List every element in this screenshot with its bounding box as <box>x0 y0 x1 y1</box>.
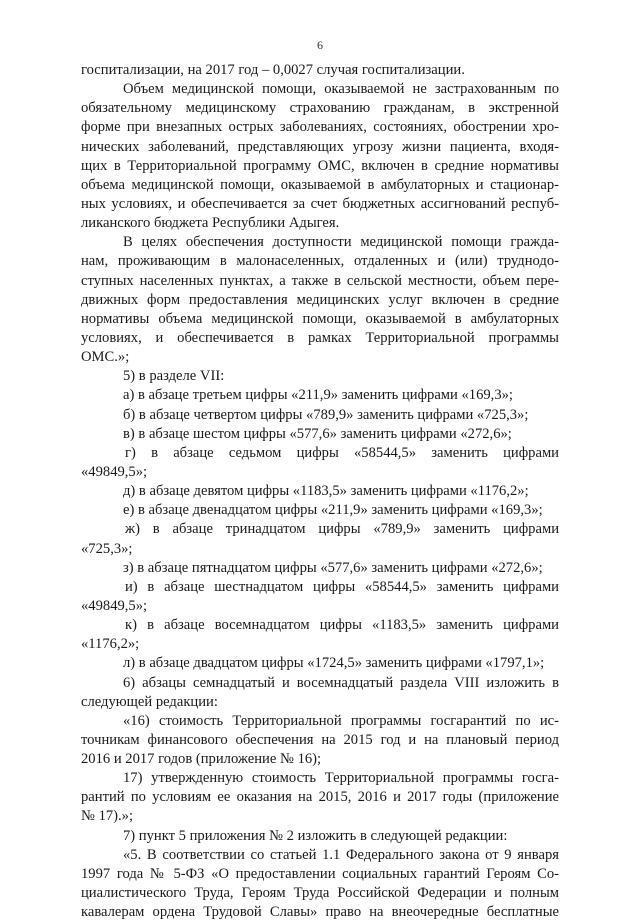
text-line: движных форм предоставления медицинских услуг включен в средние <box>81 291 559 308</box>
text-line: Объем медицинской помощи, оказываемой не застрахованным по <box>123 81 559 98</box>
text-line: щих в Территориальной программу ОМС, включен в средние нормативы <box>81 157 559 174</box>
text-line: 17) утвержденную стоимость Территориальной программы госга- <box>123 770 559 787</box>
text-line: ж) в абзаце тринадцатом цифры «789,9» заменить цифрами <box>125 521 559 538</box>
text-line: форме при внезапных острых заболеваниях, состояниях, обострении хро- <box>81 119 559 136</box>
text-line: ОМС.»; <box>81 349 130 366</box>
text-line: В целях обеспечения доступности медицинской помощи гражда- <box>123 234 559 251</box>
text-line: «49849,5»; <box>81 463 148 480</box>
text-line: д) в абзаце девятом цифры «1183,5» заменить цифрами «1176,2»; <box>123 483 529 500</box>
text-line: «5. В соответствии со статьей 1.1 Федерального закона от 9 января <box>123 846 559 863</box>
text-line: ликанского бюджета Республики Адыгея. <box>81 215 340 232</box>
text-line: № 17).»; <box>81 808 134 825</box>
text-line: б) в абзаце четвертом цифры «789,9» заменить цифрами «725,3»; <box>123 406 529 423</box>
text-line: ступных населенных пунктах, а также в сельской местности, объем пере- <box>81 272 559 289</box>
text-line: в) в абзаце шестом цифры «577,6» заменить цифрами «272,6»; <box>123 425 512 442</box>
text-line: «16) стоимость Территориальной программы госгарантий по ис- <box>123 712 559 729</box>
text-line: е) в абзаце двенадцатом цифры «211,9» заменить цифрами «169,3»; <box>123 502 543 519</box>
text-line: нических заболеваний, представляющих угрозу жизни пациента, входя- <box>81 138 559 155</box>
text-line: к) в абзаце восемнадцатом цифры «1183,5» заменить цифрами <box>125 617 559 634</box>
text-line: и) в абзаце шестнадцатом цифры «58544,5» заменить цифрами <box>125 578 559 595</box>
text-line: з) в абзаце пятнадцатом цифры «577,6» заменить цифрами «272,6»; <box>123 559 543 576</box>
text-line: условиях, и обеспечивается в рамках Территориальной программы <box>81 329 559 346</box>
page-number: 6 <box>317 38 323 52</box>
text-line: 1997 года № 5-ФЗ «О предоставлении социальных гарантий Героям Со- <box>81 865 559 882</box>
text-line: 5) в разделе VII: <box>123 368 225 385</box>
text-line: 7) пункт 5 приложения № 2 изложить в следующей редакции: <box>123 827 508 844</box>
text-line: госпитализации, на 2017 год – 0,0027 случая госпитализации. <box>81 62 465 78</box>
text-line: «1176,2»; <box>81 636 140 653</box>
text-line: рантий по условиям ее оказания на 2015, 2016 и 2017 годы (приложение <box>81 789 559 806</box>
text-line: циалистического Труда, Героям Труда Российской Федерации и полным <box>81 885 559 902</box>
text-line: л) в абзаце двадцатом цифры «1724,5» заменить цифрами «1797,1»; <box>123 655 545 672</box>
text-line: «725,3»; <box>81 540 133 557</box>
text-line: а) в абзаце третьем цифры «211,9» заменить цифрами «169,3»; <box>123 387 513 404</box>
text-line: объема медицинской помощи, оказываемой в амбулаторных и стационар- <box>81 176 559 193</box>
text-line: нормативы объема медицинской помощи, оказываемой в амбулаторных <box>81 310 559 327</box>
text-line: кавалерам ордена Трудовой Славы» право на внеочередные бесплатные <box>81 904 559 921</box>
text-line: обязательному медицинскому страхованию гражданам, в экстренной <box>81 100 559 117</box>
text-line: нам, проживающим в малонаселенных, отдаленных и (или) труднодо- <box>81 253 559 270</box>
text-line: «49849,5»; <box>81 597 148 614</box>
text-line: 6) абзацы семнадцатый и восемнадцатый раздела VIII изложить в <box>123 674 559 691</box>
text-line: г) в абзаце седьмом цифры «58544,5» заменить цифрами <box>125 444 559 461</box>
text-line: 2016 и 2017 годов (приложение № 16); <box>81 751 322 768</box>
text-line: ных условиях, и обеспечивается за счет бюджетных ассигнований респуб- <box>81 195 559 212</box>
text-line: точникам финансового обеспечения на 2015 год и на плановый период <box>81 731 559 748</box>
document-body <box>81 61 559 922</box>
text-line: следующей редакции: <box>81 693 218 710</box>
